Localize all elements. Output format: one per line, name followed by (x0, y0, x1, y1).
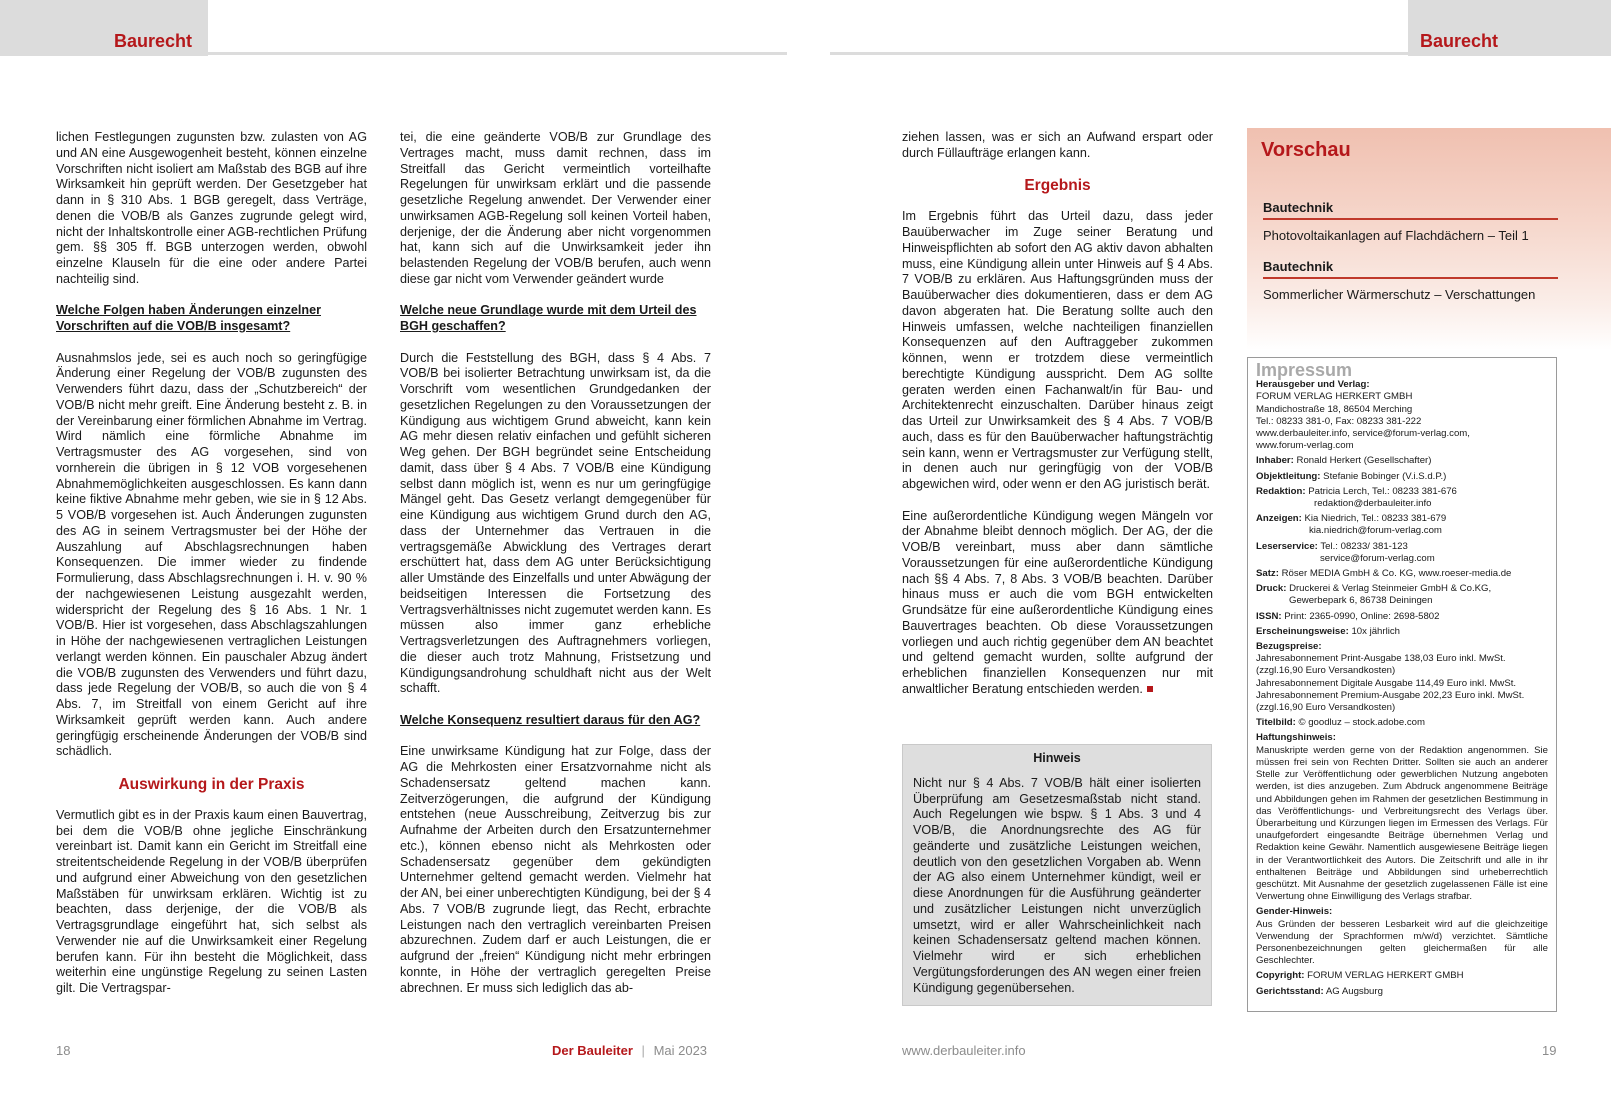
end-mark-icon (1147, 686, 1153, 692)
section-heading: Ergebnis (1024, 177, 1091, 195)
impressum-editorial (1256, 486, 1548, 510)
line: Jahresabonnement Digitale Ausgabe 114,49 Euro inkl. MwSt. (1256, 677, 1517, 689)
value: Röser MEDIA GmbH & Co. KG, www.roeser-media.de (1281, 568, 1512, 580)
question-heading: Welche Konsequenz resultiert daraus für den AG? (400, 712, 701, 727)
label: Bezugspreise: (1256, 641, 1322, 653)
question-heading: Welche neue Grundlage wurde mit dem Urteil des BGH geschaffen? (400, 303, 697, 333)
footer-masthead (552, 1043, 707, 1058)
impressum-cover (1256, 717, 1548, 729)
impressum-copyright (1256, 970, 1548, 982)
line: Tel.: 08233 381-0, Fax: 08233 381-222 (1256, 415, 1422, 427)
impressum-publisher (1256, 379, 1548, 452)
impressum-frequency (1256, 626, 1548, 638)
impressum-box (1247, 357, 1557, 1012)
section-heading: Auswirkung in der Praxis (118, 775, 305, 793)
preview-title: Sommerlicher Wärmerschutz – Verschattungen (1263, 287, 1536, 302)
label: Objektleitung: (1256, 470, 1321, 482)
label: Leserservice: (1256, 540, 1318, 552)
hinweis-text: Nicht nur § 4 Abs. 7 VOB/B hält einer isolierten Überprüfung am Gesetzesmaßstab nicht stand. Auch Regelungen wie bspw. § 1 Abs. 3 und 4 VOB/B, die Anordnungsrechte des AG für geänderte und zusätzliche Leistungen weichen, deutlich von den gesetzlichen Vorgaben ab. Wenn der AG also einem Unternehmer kündigt, weil er diese Anordnungen für die Ausführung geänderter und zusätzlicher Leistungen nicht unverzüglich umsetzt, wird er aller Wahrscheinlichkeit nach keinen Schadensersatz geltend machen können. Vielmehr wird er sich erheblichen Vergütungsforderungen des AN wegen einer freien Kündigung gegenübersehen. (913, 775, 1201, 995)
line: (zzgl.16,90 Euro Versandkosten) (1256, 702, 1396, 714)
paragraph: Vermutlich gibt es in der Praxis kaum einen Bauvertrag, bei dem die VOB/B ohne jegliche Einschränkung vereinbart ist. Damit kann ein Gericht im Streitfall eine streitentscheidende Regelung in der VOB/B überprüfen und aufgrund einer Abweichung von den gesetzlichen Maßstäben für unwirksam erklären. Wichtig ist zu beachten, dass derjenige, der die VOB/B als Vertragsgrundlage eingeführt hat, sich selbst als Verwender nie auf die Unwirksamkeit einer Regelung berufen kann. Für ihn besteht die Möglichkeit, dass weiterhin eine ungünstige Regelung zu seinen Lasten gilt. Die Vertragspar- (56, 807, 367, 995)
article-column-2 (400, 130, 711, 1012)
label: Herausgeber und Verlag: (1256, 379, 1370, 391)
impressum-ads (1256, 513, 1548, 537)
label: Titelbild: (1256, 717, 1296, 729)
value: Druckerei & Verlag Steinmeier GmbH & Co.KG, (1289, 583, 1492, 595)
header-rule-right (830, 52, 1408, 55)
value: FORUM VERLAG HERKERT GMBH (1307, 970, 1464, 982)
label: ISSN: (1256, 610, 1282, 622)
value: AG Augsburg (1325, 985, 1383, 997)
line: Mandichostraße 18, 86504 Merching (1256, 403, 1413, 415)
preview-category: Bautechnik (1263, 200, 1558, 220)
footer-website: www.derbauleiter.info (902, 1043, 1026, 1058)
header-rule-left (208, 52, 787, 55)
paragraph: tei, die eine geänderte VOB/B zur Grundlage des Vertrages macht, muss damit rechnen, dass im Streitfall das Gericht vermeintlich vorteilhafte Regelungen für unwirksam erklärt und die passende gesetzliche Regelung anwendet. Der Verwender einer unwirksamen AGB-Regelung soll keinen Vorteil haben, derjenige, der die Änderung aber nicht vorgenommen hat, kann sich auf die Unwirksamkeit jeder ihn belastenden Regelung der VOB/B berufen, auch wenn diese gar nicht vom Verwender geändert wurde (400, 130, 711, 286)
value: Print: 2365-0990, Online: 2698-5802 (1284, 610, 1440, 622)
paragraph: Ausnahmslos jede, sei es auch noch so geringfügige Änderung einer Regelung der VOB/B zugunsten des Verwenders führt dazu, dass der „Schutzbereich“ der VOB/B nicht mehr greift. Eine Änderung besteht z. B. in der Vereinbarung einer förmlichen Abnahme im Vertrag. Wird nämlich eine förmliche Abnahme im Vertragsmuster des AG vorgesehen, sind von vornherein die übrigen in § 12 VOB vorgesehenen Abnahmemöglichkeiten ausgeschlossen. Es kann dann keine fiktive Abnahme mehr geben, wie sie in § 12 Abs. 5 VOB/B vorgesehen ist. Auch Änderungen zugunsten des AG in seinem Vertragsmuster bei der Höhe der Auszahlung auf Abschlagsrechnungen haben Konsequenzen. Die immer wieder zu findende Formulierung, dass Abschlagsrechnungen i. H. v. 90 % der nachgewiesenen Leistung ausgezahlt werden, widerspricht der Regelung des § 16 Abs. 1 Nr. 1 VOB/B. Hier ist vorgesehen, dass Abschlagszahlungen in Höhe der nachgewiesenen vertraglichen Leistungen verlangt werden können. Ein pauschaler Abzug ändert die VOB/B zugunsten des Verwenders und führt dazu, dass jede Regelung der VOB/B, so auch die von § 4 Abs. 7, im Streitfall von einem Gericht auf ihre Wirksamkeit geprüft werden kann. Auch andere geringfügig erscheinende Änderungen der VOB/B sind schädlich. (56, 350, 367, 759)
value: © goodluz – stock.adobe.com (1298, 717, 1426, 729)
label: Copyright: (1256, 970, 1305, 982)
label: Haftungshinweis: (1256, 732, 1336, 744)
impressum-liability (1256, 732, 1548, 903)
value: kia.niedrich@forum-verlag.com (1309, 525, 1442, 537)
rubric-left: Baurecht (114, 31, 193, 51)
value: Ronald Herkert (Gesellschafter) (1296, 455, 1432, 467)
value: Stefanie Bobinger (V.i.S.d.P.) (1323, 470, 1447, 482)
paragraph (902, 509, 1213, 698)
label: Erscheinungsweise: (1256, 625, 1349, 637)
magazine-name: Der Bauleiter (552, 1043, 633, 1058)
page-number-left: 18 (56, 1043, 71, 1058)
impressum-title: Impressum (1256, 360, 1353, 380)
impressum-jurisdiction (1256, 986, 1548, 998)
paragraph: Eine unwirksame Kündigung hat zur Folge, dass der AG die Mehrkosten einer Ersatzvornahme nicht als Schadensersatz geltend machen kann. Zeitverzögerungen, die aufgrund der Kündigung entstehen (neue Ausschreibung, Zeitverzug bis zur Aufnahme der Arbeiten durch den Ersatzunternehmer etc.), können ebenso nicht als Mehrkosten oder Schadensersatz gegenüber dem gekündigten Unternehmer geltend gemacht werden. Vielmehr hat der AN, bei einer unberechtigten Kündigung, bei der § 4 Abs. 7 VOB/B zugrunde liegt, das Recht, erbrachte Leistungen nach den vertraglich vereinbarten Preisen abzurechnen. Zudem darf er auch Leistungen, die er aufgrund der „freien“ Kündigung nicht mehr erbringen konnte, in Höhe der vertraglich geregelten Preise abrechnen. Er muss sich lediglich das ab- (400, 744, 711, 995)
article-column-1 (56, 130, 367, 1013)
value: Patricia Lerch, Tel.: 08233 381-676 (1308, 485, 1457, 497)
preview-category: Bautechnik (1263, 259, 1558, 279)
impressum-lead (1256, 471, 1548, 483)
impressum-typesetting (1256, 568, 1548, 580)
value: Kia Niedrich, Tel.: 08233 381-679 (1304, 513, 1447, 525)
impressum-prices (1256, 641, 1548, 714)
label: Satz: (1256, 568, 1279, 580)
paragraph: lichen Festlegungen zugunsten bzw. zulasten von AG und AN eine Ausgewogenheit besteht, können einzelne Vorschriften nicht isoliert am Maßstab des BGB auf ihre Wirksamkeit hin geprüft werden. Der Gesetzgeber hat dann in § 310 Abs. 1 BGB geregelt, dass Verträge, denen die VOB/B als Ganzes zugrunde gelegt wird, nicht der Inhaltskontrolle einer AGB-rechtlichen Prüfung gem. §§ 305 ff. BGB unterzogen werden, obwohl einzelne Klauseln für die eine oder andere Partei nachteilig sind. (56, 130, 367, 286)
hinweis-title: Hinweis (1033, 751, 1081, 765)
value: Tel.: 08233/ 381-123 (1320, 540, 1408, 552)
value: service@forum-verlag.com (1320, 552, 1435, 564)
paragraph: ziehen lassen, was er sich an Aufwand erspart oder durch Füllaufträge erlangen kann. (902, 130, 1213, 160)
value: redaktion@derbauleiter.info (1314, 498, 1432, 510)
hinweis-box (902, 744, 1212, 1006)
label: Gender-Hinweis: (1256, 906, 1333, 918)
impressum-readerservice (1256, 541, 1548, 565)
question-heading: Welche Folgen haben Änderungen einzelner Vorschriften auf die VOB/B insgesamt? (56, 303, 321, 333)
label: Anzeigen: (1256, 513, 1302, 525)
line: www.forum-verlag.com (1256, 440, 1354, 452)
line: www.derbauleiter.info, service@forum-verlag.com, (1256, 428, 1470, 440)
issue-date: Mai 2023 (653, 1043, 708, 1058)
vorschau-title: Vorschau (1261, 139, 1351, 161)
paragraph: Durch die Feststellung des BGH, dass § 4 Abs. 7 VOB/B bei isolierter Betrachtung unwirksam ist, da die Vorschrift vom wesentlichen Grundgedanken der gesetzlichen Regelungen zu den Voraussetzungen der Kündigung aus wichtigem Grund abweicht, kann kein AG mehr diesen relativ einfachen und gefühlt sicheren Weg gehen. Der BGH begründet seine Entscheidung damit, dass über § 4 Abs. 7 VOB/B eine Kündigung selbst dann möglich ist, wenn es nur um geringfügige Mängel geht. Das Gesetz verlangt demgegenüber für eine Kündigung aus wichtigem Grund durch den AG, dass der Unternehmer das Vertrauen in die vertragsgemäße Abwicklung des Vertrages derart erschüttert hat, dass dem AG unter Berücksichtigung aller Umstände des Einzelfalls und unter Abwägung der beidseitigen Interessen die Fortsetzung des Vertragsverhältnisses nicht zugemutet werden kann. Es müssen also immer ganz erhebliche Vertragsverletzungen des Auftragnehmers vorliegen, die dieser auch trotz Mahnung, Fristsetzung und Kündigungsandrohung schuldhaft nicht aus der Welt schafft. (400, 350, 711, 696)
value: Manuskripte werden gerne von der Redaktion angenommen. Sie müssen frei sein von Rechten Dritter. Sollten sie auch an anderer Stelle zur Veröffentlichung oder gewerblichen Nutzung angeboten werden, ist dies anzugeben. Zum Abdruck angenommene Beiträge und Abbildungen gehen im Rahmen der gesetzlichen Bestimmung in das Veröffentlichungs- und Verbreitungsrecht des Verlags über. Überarbeitung und Kürzungen liegen im Ermessen des Verlags. Für unaufgefordert eingesandte Beiträge übernehmen Verlag und Redaktion keine Gewähr. Namentlich ausgewiesene Beiträge liegen in der Verantwortlichkeit des Autors. Die Zeitschrift und alle in ihr enthaltenen Beiträge und Abbildungen sind urheberrechtlich geschützt. Mit Ausnahme der gesetzlich zugelassenen Fälle ist eine Verwertung ohne Einwilligung des Verlags strafbar. (1256, 744, 1548, 903)
line: FORUM VERLAG HERKERT GMBH (1256, 391, 1413, 403)
vorschau-panel (1247, 128, 1611, 350)
footer-separator: | (641, 1043, 645, 1058)
impressum-owner (1256, 455, 1548, 467)
impressum-issn (1256, 611, 1548, 623)
line: Jahresabonnement Premium-Ausgabe 202,23 Euro inkl. MwSt. (1256, 689, 1525, 701)
paragraph: Im Ergebnis führt das Urteil dazu, dass jeder Bauüberwacher im Zuge seiner Beratung und Hinweispflichten ab sofort den AG aktiv davon abhalten muss, eine Kündigung allein unter Hinweis auf § 4 Abs. 7 VOB/B zu erklären. Aus Haftungsgründen muss der Bauüberwacher dies dokumentieren, dass er dem AG davon abgeraten hat. Die Beratung sollte auch den Hinweis umfassen, welche nachteiligen finanziellen Konsequenzen auf den Auftraggeber zukommen können, wenn er trotzdem diese vermeintlich berechtigte Kündigung ausspricht. Dem AG sollte geraten werden einen Fachanwalt/in für Bau- und Architektenrecht einzuschalten. Darüber hinaus zeigt das Urteil zur Unwirksamkeit des § 4 Abs. 7 VOB/B auch, dass es für den Bauüberwacher haftungsträchtig sein kann, wenn er Vertragsmuster zur Verfügung stellt, in denen auch nur geringfügig von der VOB/B abgewichen wird, oder wenn er den AG juristisch berät. (902, 209, 1213, 491)
value: 10x jährlich (1351, 625, 1400, 637)
label: Redaktion: (1256, 485, 1306, 497)
label: Gerichtsstand: (1256, 985, 1324, 997)
impressum-print (1256, 583, 1548, 607)
line: Jahresabonnement Print-Ausgabe 138,03 Euro inkl. MwSt. (1256, 653, 1506, 665)
paragraph-text: Eine außerordentliche Kündigung wegen Mängeln vor der Abnahme bleibt dennoch möglich. Der AG, der die VOB/B vereinbart, muss aber dann sämtliche Voraussetzungen für eine außerordentliche Kündigung nach §§ 4 Abs. 7, 8 Abs. 3 VOB/B beachten. Darüber hinaus muss er auch die vom BGH entwickelten Grundsätze für eine außerordentliche Kündigung eines Bauvertrages beachten. Ob diese Voraussetzungen vorliegen und auch richtig gegenüber dem AN beachtet und geltend gemacht wurden, sollte aufgrund der erheblichen finanziellen Konsequenzen nur mit anwaltlicher Beratung entschieden werden. (902, 508, 1213, 696)
rubric-right: Baurecht (1420, 31, 1499, 51)
line: (zzgl.16,90 Euro Versandkosten) (1256, 665, 1396, 677)
value: Gewerbepark 6, 86738 Deiningen (1289, 595, 1433, 607)
label: Druck: (1256, 583, 1287, 595)
preview-title: Photovoltaikanlagen auf Flachdächern – Teil 1 (1263, 228, 1529, 243)
article-column-3 (902, 130, 1213, 713)
label: Inhaber: (1256, 455, 1294, 467)
impressum-gender (1256, 906, 1548, 967)
value: Aus Gründen der besseren Lesbarkeit wird auf die gleichzeitige Verwendung der Sprachformen m/w/d) verzichtet. Sämtliche Personenbezeichnungen gelten gleichermaßen für alle Geschlechter. (1256, 918, 1548, 967)
page-number-right: 19 (1542, 1043, 1557, 1058)
